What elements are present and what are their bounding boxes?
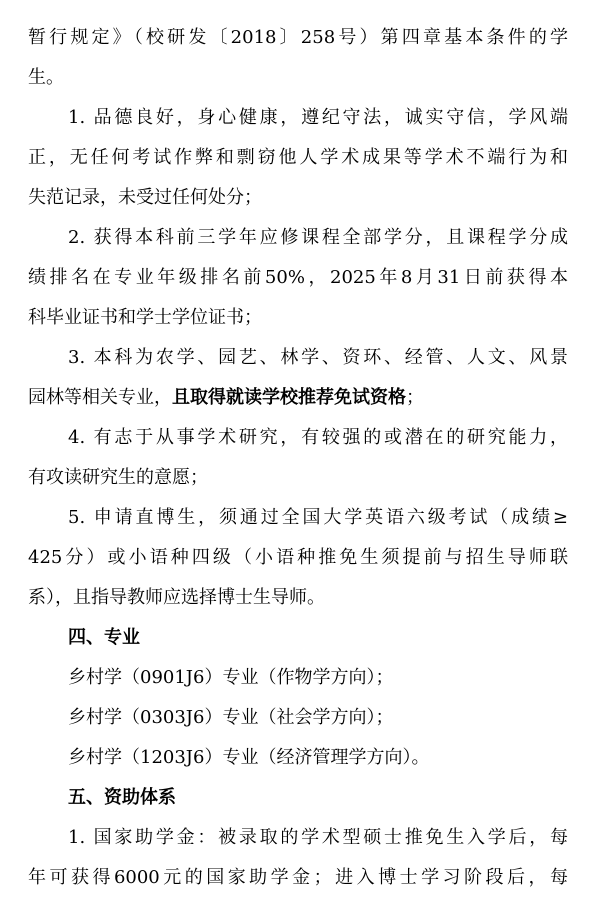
criterion-2-line: 科毕业证书和学士学位证书； xyxy=(28,307,262,328)
criterion-3-text: 园林等相关专业， xyxy=(28,387,172,408)
criterion-3-line: 3. 本科为农学、园艺、林学、资环、经管、人文、风景 xyxy=(68,347,568,368)
section-heading-major: 四、专业 xyxy=(68,627,140,648)
funding-line: 1. 国家助学金：被录取的学术型硕士推免生入学后，每 xyxy=(68,827,568,848)
criterion-5-line: 系），且指导教师应选择博士生导师。 xyxy=(28,587,325,608)
paragraph-line: 生。 xyxy=(28,67,64,88)
criterion-4-line: 有攻读研究生的意愿； xyxy=(28,467,208,488)
criterion-5-line: 425分）或小语种四级（小语种推免生须提前与招生导师联 xyxy=(28,547,568,568)
criterion-5-line: 5. 申请直博生，须通过全国大学英语六级考试（成绩≥ xyxy=(68,507,568,528)
criterion-2-line: 2. 获得本科前三学年应修课程全部学分，且课程学分成 xyxy=(68,227,568,248)
criterion-3-bold-text: 且取得就读学校推荐免试资格 xyxy=(172,387,406,408)
major-item: 乡村学（1203J6）专业（经济管理学方向）。 xyxy=(68,747,430,768)
criterion-1-line: 失范记录，未受过任何处分； xyxy=(28,187,262,208)
criterion-2-line: 绩排名在专业年级排名前50%，2025年8月31日前获得本 xyxy=(28,267,568,288)
criterion-3-end: ； xyxy=(406,387,424,408)
paragraph-line: 暂行规定》（校研发〔2018〕258号）第四章基本条件的学 xyxy=(28,27,568,48)
criterion-3-line xyxy=(28,378,568,418)
funding-line: 年可获得6000元的国家助学金；进入博士学习阶段后，每 xyxy=(28,867,568,888)
criterion-4-line: 4. 有志于从事学术研究，有较强的或潜在的研究能力， xyxy=(68,427,568,448)
criterion-1-line: 正，无任何考试作弊和剽窃他人学术成果等学术不端行为和 xyxy=(28,147,568,168)
section-heading-funding: 五、资助体系 xyxy=(68,787,176,808)
major-item: 乡村学（0901J6）专业（作物学方向）； xyxy=(68,667,394,688)
major-item: 乡村学（0303J6）专业（社会学方向）； xyxy=(68,707,394,728)
criterion-1-line: 1. 品德良好，身心健康，遵纪守法，诚实守信，学风端 xyxy=(68,107,568,128)
